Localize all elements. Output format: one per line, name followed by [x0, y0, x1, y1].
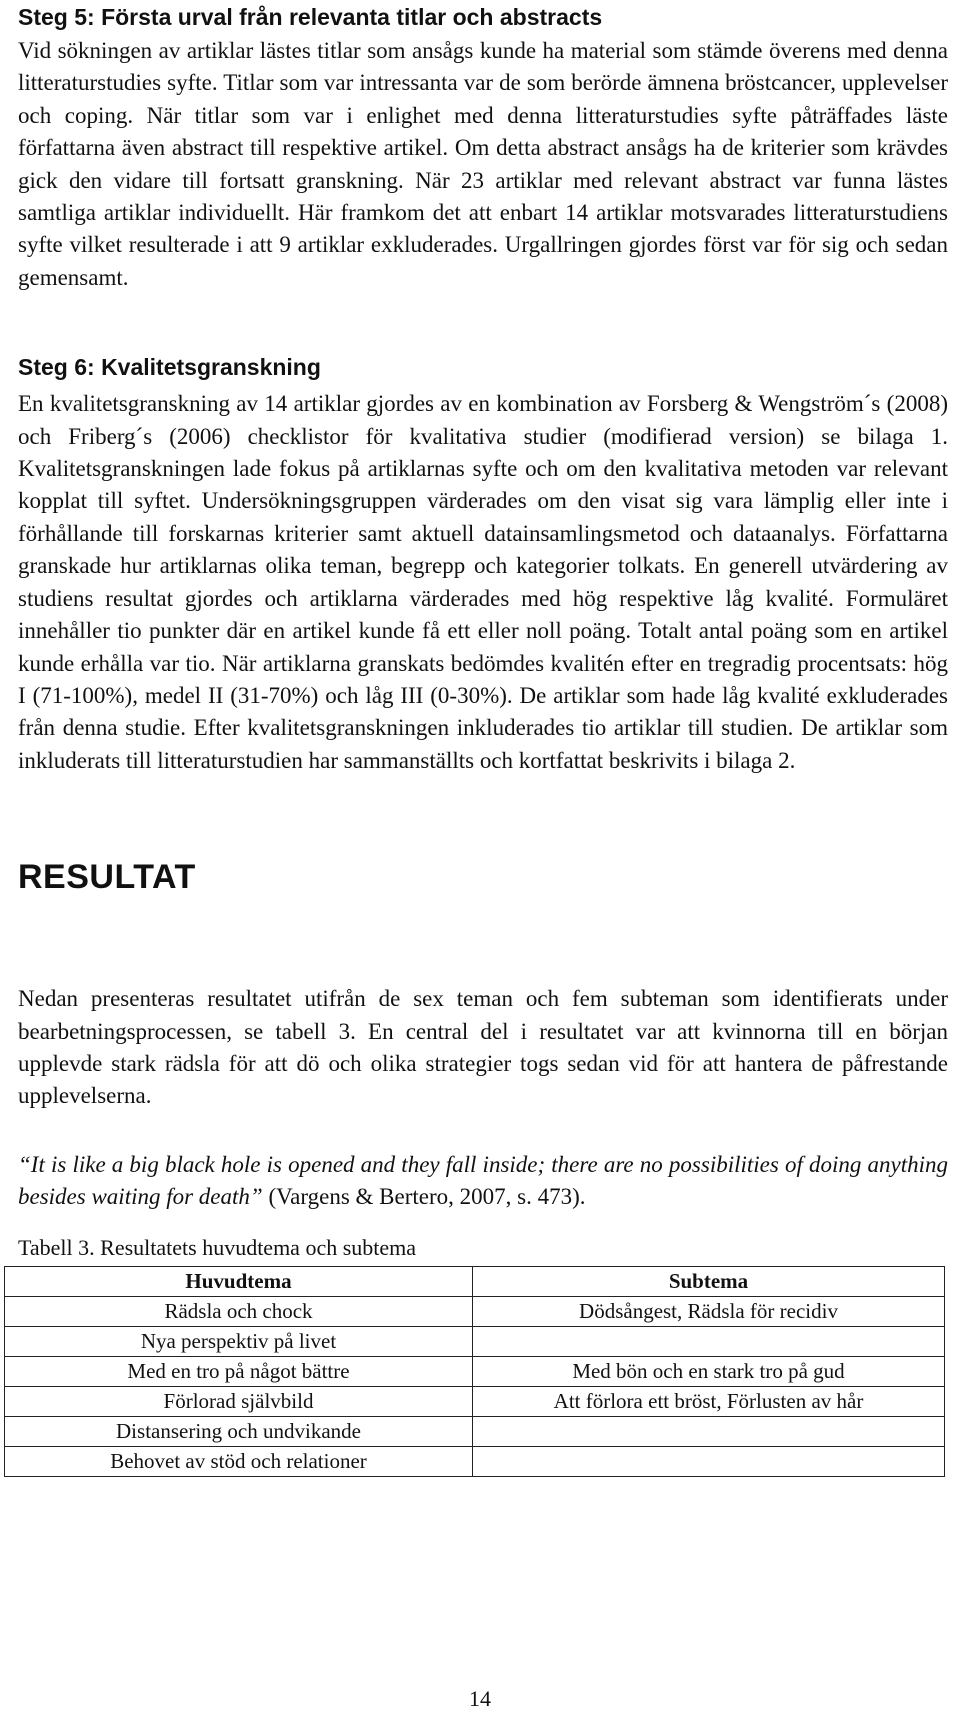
section-heading-step-6: Steg 6: Kvalitetsgranskning [18, 354, 321, 381]
main-theme-cell: Behovet av stöd och relationer [5, 1446, 473, 1476]
subtheme-cell: Att förlora ett bröst, Förlusten av hår [473, 1386, 945, 1416]
block-quote [18, 1149, 948, 1214]
subtheme-cell [473, 1326, 945, 1356]
table-row [5, 1326, 945, 1356]
table-header-row [5, 1266, 945, 1296]
table-row [5, 1386, 945, 1416]
main-theme-cell: Med en tro på något bättre [5, 1356, 473, 1386]
subtheme-cell [473, 1416, 945, 1446]
page-number: 14 [469, 1686, 491, 1711]
table-row [5, 1446, 945, 1476]
header-subtheme: Subtema [473, 1266, 945, 1296]
section-heading-step-5: Steg 5: Första urval från relevanta titlar och abstracts [18, 4, 603, 30]
subtheme-cell: Med bön och en stark tro på gud [473, 1356, 945, 1386]
main-theme-cell: Distansering och undvikande [5, 1416, 473, 1446]
table-caption: Tabell 3. Resultatets huvudtema och subtema [18, 1234, 417, 1260]
step-5-paragraph: Vid sökningen av artiklar lästes titlar som ansågs kunde ha material som stämde överens med denna litteraturstudies syfte. Titlar som var intressanta var de som berörde ämnena bröstcancer, upplevelser och coping. När titlar som var i enlighet med denna litteraturstudies syfte påträffades läste författarna även abstract till respektive artikel. Om detta abstract ansågs ha de kriterier som krävdes gick den vidare till fortsatt granskning. När 23 artiklar med relevant abstract var funna lästes samtliga artiklar individuellt. Här framkom det att enbart 14 artiklar motsvarades litteraturstudiens syfte vilket resulterade i att 9 artiklar exkluderades. Urgallringen gjordes först var för sig och sedan gemensamt. [18, 38, 948, 290]
step-6-paragraph: En kvalitetsgranskning av 14 artiklar gjordes av en kombination av Forsberg & Wengström´s (2008) och Friberg´s (2006) checklistor för kvalitativa studier (modifierad version) se bilaga 1. Kvalitetsgranskningen lade fokus på artiklarnas syfte och om den kvalitativa metoden var relevant kopplat till syftet. Undersökningsgruppen värderades om den visat sig vara lämplig eller inte i förhållande till forskarnas kriterier samt aktuell datainsamlingsmetod och dataanalys. Författarna granskade hur artiklarnas olika teman, begrepp och kategorier tolkats. En generell utvärdering av studiens resultat gjordes och artiklarna värderades med hög respektive låg kvalité. Formuläret innehåller tio punkter där en artikel kunde få ett eller noll poäng. Totalt antal poäng som en artikel kunde erhålla var tio. När artiklarna granskats bedömdes kvalitén efter en tregradig procentsats: hög I (71-100%), medel II (31-70%) och låg III (0-30%). De artiklar som hade låg kvalité exkluderades från denna studie. Efter kvalitetsgranskningen inkluderades tio artiklar till studien. De artiklar som inkluderats till litteraturstudien har sammanställts och kortfattat beskrivits i bilaga 2. [18, 391, 948, 773]
header-main-theme: Huvudtema [5, 1266, 473, 1296]
subtheme-cell: Dödsångest, Rädsla för recidiv [473, 1296, 945, 1326]
table-row [5, 1296, 945, 1326]
main-theme-cell: Nya perspektiv på livet [5, 1326, 473, 1356]
table-row [5, 1416, 945, 1446]
results-intro-paragraph: Nedan presenteras resultatet utifrån de sex teman och fem subteman som identifierats under bearbetningsprocessen, se tabell 3. En central del i resultatet var att kvinnorna till en början upplevde stark rädsla för att dö och olika strategier togs sedan vid för att hantera de påfrestande upplevelserna. [18, 986, 948, 1109]
document-page [18, 0, 948, 1477]
quote-text: “It is like a big black hole is opened and they fall inside; there are no possibilities of doing anything besides waiting for death” [18, 1151, 948, 1210]
main-theme-cell: Förlorad självbild [5, 1386, 473, 1416]
subtheme-cell [473, 1446, 945, 1476]
main-theme-cell: Rädsla och chock [5, 1296, 473, 1326]
table-row [5, 1356, 945, 1386]
quote-citation: (Vargens & Bertero, 2007, s. 473). [262, 1184, 586, 1210]
results-heading: RESULTAT [18, 858, 196, 897]
themes-table [4, 1266, 945, 1477]
